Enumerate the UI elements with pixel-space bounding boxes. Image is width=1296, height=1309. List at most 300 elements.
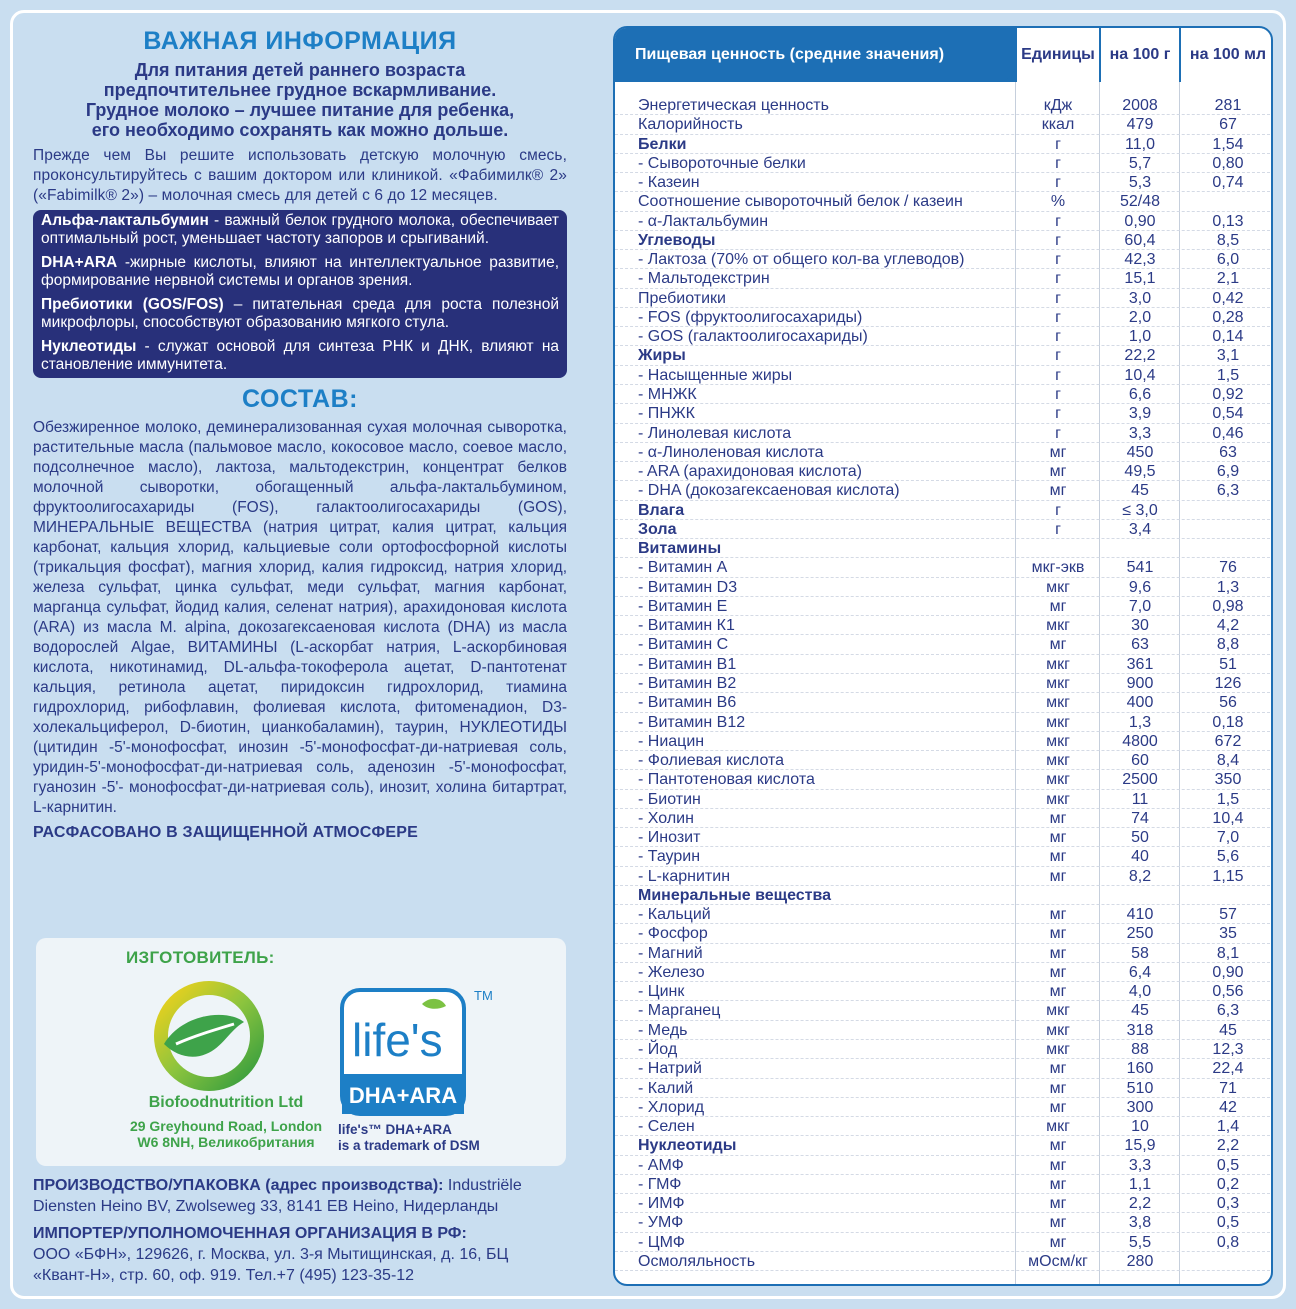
nutrient-unit: мкг — [1046, 655, 1070, 673]
nutrient-name: - L-карнитин — [638, 867, 731, 885]
nutrient-unit: мг — [1049, 1079, 1067, 1097]
nutrient-per-100g: 1,1 — [1128, 1175, 1152, 1193]
table-row — [615, 231, 1273, 250]
nutrient-unit: г — [1055, 212, 1061, 230]
nutrient-per-100g: 479 — [1126, 116, 1154, 134]
nutrient-per-100ml: 0,18 — [1212, 713, 1244, 731]
nutrient-unit: мкг — [1046, 713, 1070, 731]
nutrient-unit: г — [1055, 347, 1061, 365]
nutrient-per-100g: 11,0 — [1125, 135, 1155, 153]
table-row — [615, 635, 1273, 654]
nutrient-name: - ГМФ — [638, 1175, 682, 1193]
nutrient-per-100g: 450 — [1126, 443, 1154, 461]
nutrient-per-100g: 60 — [1131, 752, 1149, 770]
nutrient-unit: г — [1055, 154, 1061, 172]
nutrient-unit: мг — [1049, 944, 1067, 962]
nutrient-per-100g: 3,8 — [1128, 1214, 1152, 1232]
nutrient-name: - Калий — [638, 1079, 694, 1097]
nutrient-per-100ml: 42 — [1219, 1098, 1237, 1116]
nutrient-unit: мкг — [1046, 1021, 1070, 1039]
benefit-text: -жирные кислоты, влияют на интеллектуальное развитие, формирование нервной системы и органов зрения. — [41, 254, 559, 289]
importer-label: ИМПОРТЕР/УПОЛНОМОЧЕННАЯ ОРГАНИЗАЦИЯ В РФ: — [33, 1225, 467, 1242]
nutrient-per-100ml: 56 — [1219, 694, 1237, 712]
nutrient-per-100g: 9,6 — [1128, 578, 1152, 596]
nutrient-name: - Витамин К1 — [638, 617, 735, 635]
nutrient-unit: мг — [1049, 1137, 1067, 1155]
nutrient-per-100ml: 6,3 — [1216, 482, 1240, 500]
table-row — [615, 366, 1273, 385]
nutrient-name: - Биотин — [638, 790, 701, 808]
nutrient-name: Жиры — [638, 347, 686, 365]
nutrient-name: - α-Линоленовая кислота — [638, 443, 824, 461]
nutrient-per-100g: 30 — [1131, 617, 1149, 635]
nutrient-per-100g: 541 — [1126, 559, 1154, 577]
nutrient-name: - Фолиевая кислота — [638, 752, 785, 770]
nutrition-table — [613, 26, 1273, 1286]
nutrient-name: - МНЖК — [638, 385, 697, 403]
nutrient-unit: мг — [1049, 482, 1067, 500]
nutrient-per-100ml: 8,4 — [1216, 752, 1240, 770]
table-row — [615, 1213, 1273, 1232]
nutrient-per-100g: 900 — [1126, 674, 1154, 692]
nutrient-unit: мг — [1049, 1156, 1067, 1174]
composition-title: СОСТАВ: — [242, 385, 358, 413]
nutrient-per-100g: 361 — [1126, 655, 1154, 673]
nutrient-name: Минеральные вещества — [638, 886, 832, 904]
nutrient-unit: мг — [1049, 597, 1067, 615]
nutrient-name: Влага — [638, 501, 685, 519]
manufacturer-box — [36, 938, 566, 1166]
nutrient-per-100g: 58 — [1131, 944, 1149, 962]
lifes-dha-ara-logo-icon — [338, 986, 468, 1118]
nutrient-unit: мг — [1049, 809, 1067, 827]
table-row — [615, 1079, 1273, 1098]
nutrient-unit: мг — [1049, 867, 1067, 885]
nutrient-per-100ml: 3,1 — [1216, 347, 1240, 365]
nutrient-unit: мкг — [1046, 1002, 1070, 1020]
nutrient-unit: мг — [1049, 463, 1067, 481]
table-row — [615, 385, 1273, 404]
table-row — [615, 443, 1273, 462]
nutrient-per-100g: 3,0 — [1128, 289, 1152, 307]
nutrient-unit: мкг — [1046, 1041, 1070, 1059]
nutrient-per-100g: 10 — [1131, 1118, 1149, 1136]
nutrient-per-100ml: 51 — [1219, 655, 1237, 673]
table-row — [615, 289, 1273, 308]
table-row — [615, 963, 1273, 982]
table-row — [615, 1001, 1273, 1020]
nutrient-unit: г — [1055, 289, 1061, 307]
nutrient-unit: ккал — [1041, 116, 1075, 134]
nutrient-per-100g: 318 — [1126, 1021, 1154, 1039]
nutrient-per-100g: 5,7 — [1128, 154, 1152, 172]
table-body — [615, 96, 1273, 1271]
table-row — [615, 1098, 1273, 1117]
nutrient-unit: мг — [1049, 1175, 1067, 1193]
nutrient-name: - Витамин А — [638, 559, 728, 577]
nutrient-per-100g: 2500 — [1122, 771, 1158, 789]
nutrient-per-100g: 7,0 — [1128, 597, 1152, 615]
consult-paragraph: Прежде чем Вы решите использовать детскую молочную смесь, проконсультируйтесь с вашим доктором или клиникой. «Фабимилк® 2» («Fabimilk® 2») – молочная смесь для детей с 6 до 12 месяцев. — [33, 147, 567, 204]
nutrient-per-100g: 1,0 — [1128, 328, 1152, 346]
table-row — [615, 154, 1273, 173]
importer-text: ООО «БФН», 129626, г. Москва, ул. 3-я Мытищинская, д. 16, БЦ «Квант-Н», стр. 60, оф. 919. Тел.+7 (495) 123-35-12 — [33, 1246, 509, 1284]
table-row — [615, 732, 1273, 751]
nutrient-unit: г — [1055, 366, 1061, 384]
manufacturer-label: ИЗГОТОВИТЕЛЬ: — [126, 948, 275, 967]
nutrient-name: - Витамин С — [638, 636, 729, 654]
nutrient-per-100ml: 0,46 — [1212, 424, 1244, 442]
nutrient-per-100ml: 0,8 — [1216, 1233, 1240, 1251]
nutrient-name: Соотношение сывороточный белок / казеин — [638, 193, 963, 211]
header-unit: Единицы — [1017, 28, 1099, 82]
nutrient-per-100g: 250 — [1126, 925, 1154, 943]
nutrient-per-100g: 11 — [1131, 790, 1149, 808]
nutrient-unit: мг — [1049, 1098, 1067, 1116]
table-row — [615, 250, 1273, 269]
nutrient-name: Энергетическая ценность — [638, 97, 829, 114]
nutrient-per-100g: 0,90 — [1124, 212, 1156, 230]
nutrient-name: - АМФ — [638, 1156, 684, 1174]
composition-text: Обезжиренное молоко, деминерализованная сухая молочная сыворотка, растительные масла (пальмовое масло, кокосовое масло, соевое масло, подсолнечное масло), лактоза, мальтодекстрин, концентрат белков молочной сыворотки, обогащенный альфа-лактальбумином, фруктоолигосахариды (FOS), галактоолигосахариды (GOS), МИНЕРАЛЬНЫЕ ВЕЩЕСТВА (натрия цитрат, калия цитрат, кальция карбонат, кальция хлорид, кальциевые соли ортофосфорной кислоты (трикальция фосфат), магния хлорид, калия гидроксид, натрия хлорид, железа сульфат, цинка сульфат, меди сульфат, магния карбонат, марганца сульфат, йодид калия, селенат натрия), арахидоновая кислота (ARA) из масла M. alpina, докозагексаеновая кислота (DHA) из масла водорослей Algae, ВИТАМИНЫ (L-аскорбат натрия, L-аскорбиновая кислота, никотинамид, DL-альфа-токоферола ацетат, D-пантотенат кальция, ретинола ацетат, пиридоксин гидрохлорид, тиамина гидрохлорид, рибофлавин, фолиевая кислота, фитоменадион, D3-холекальциферол, D-биотин, цианкобаламин), таурин, НУКЛЕОТИДЫ (цитидин -5'-монофосфат, инозин -5'-монофосфат-ди-натриевая соль, уридин-5'-монофосфат-ди-натриевая соль, аденозин -5'-монофосфат, гуанозин -5'- монофосфат-ди-натриевая соль), инозит, холина битартрат, L-карнитин. — [33, 419, 567, 816]
nutrient-per-100ml: 0,13 — [1212, 212, 1244, 230]
table-row — [615, 905, 1273, 924]
nutrient-per-100g: 300 — [1126, 1098, 1154, 1116]
nutrient-unit: мг — [1049, 983, 1067, 1001]
production-info — [33, 1175, 567, 1286]
nutrient-per-100g: ≤ 3,0 — [1122, 501, 1158, 519]
nutrient-unit: г — [1055, 405, 1061, 423]
intro-line: его необходимо сохранять как можно дольше. — [91, 120, 509, 140]
table-row — [615, 501, 1273, 520]
table-row — [615, 1040, 1273, 1059]
table-row — [615, 944, 1273, 963]
nutrient-per-100g: 40 — [1131, 848, 1149, 866]
nutrient-per-100ml: 0,74 — [1212, 174, 1244, 192]
nutrient-name: - Селен — [638, 1118, 695, 1136]
table-row — [615, 1252, 1273, 1271]
table-row — [615, 192, 1273, 211]
nutrient-name: - Витамин В12 — [638, 713, 746, 731]
nutrient-per-100ml: 6,3 — [1216, 1002, 1240, 1020]
nutrient-name: - Витамин В1 — [638, 655, 737, 673]
nutrient-name: Пребиотики — [638, 289, 726, 307]
nutrient-per-100ml: 0,98 — [1212, 597, 1244, 615]
table-row — [615, 539, 1273, 558]
nutrient-name: Зола — [638, 520, 677, 538]
nutrient-unit: мкг — [1046, 694, 1070, 712]
nutrient-per-100ml: 35 — [1219, 925, 1237, 943]
nutrient-name: - Марганец — [638, 1002, 721, 1020]
nutrient-per-100ml: 126 — [1214, 674, 1242, 692]
nutrient-unit: г — [1055, 424, 1061, 442]
benefit-item — [41, 338, 559, 374]
nutrient-unit: г — [1055, 270, 1061, 288]
nutrient-per-100ml: 4,2 — [1216, 617, 1240, 635]
nutrient-per-100g: 2,2 — [1128, 1195, 1152, 1213]
table-row — [615, 674, 1273, 693]
nutrient-name: Калорийность — [638, 116, 743, 134]
nutrient-name: - GOS (галактоолигосахариды) — [638, 328, 868, 346]
benefit-item — [41, 212, 559, 248]
nutrient-per-100ml: 76 — [1219, 559, 1237, 577]
nutrient-per-100ml: 0,2 — [1216, 1175, 1240, 1193]
nutrient-per-100ml: 1,3 — [1216, 578, 1240, 596]
nutrient-per-100g: 63 — [1131, 636, 1149, 654]
nutrient-name: - Сывороточные белки — [638, 154, 806, 172]
intro-text — [33, 60, 567, 140]
nutrient-per-100ml: 57 — [1219, 906, 1237, 924]
table-row — [615, 135, 1273, 154]
nutrient-name: - Натрий — [638, 1060, 702, 1078]
nutrient-name: - α-Лактальбумин — [638, 212, 769, 230]
nutrient-per-100ml: 8,1 — [1216, 944, 1240, 962]
benefit-text: - служат основой для синтеза РНК и ДНК, влияют на становление иммунитета. — [41, 338, 559, 373]
nutrient-name: - Железо — [638, 963, 705, 981]
table-row — [615, 790, 1273, 809]
nutrient-per-100ml: 0,54 — [1212, 405, 1244, 423]
nutrient-unit: г — [1055, 231, 1061, 249]
nutrient-per-100g: 49,5 — [1124, 463, 1156, 481]
nutrient-per-100g: 4,0 — [1128, 983, 1152, 1001]
lifes-trademark: TM — [474, 988, 493, 1003]
nutrient-unit: мкг — [1046, 617, 1070, 635]
table-row — [615, 308, 1273, 327]
address-line: W6 8NH, Великобритания — [137, 1134, 315, 1150]
nutrient-per-100g: 50 — [1131, 829, 1149, 847]
nutrient-name: - Витамин Е — [638, 597, 728, 615]
nutrient-unit: г — [1055, 501, 1061, 519]
benefit-term: Пребиотики (GOS/FOS) — [41, 296, 224, 313]
header-per-100ml: на 100 мл — [1181, 28, 1273, 82]
nutrient-per-100ml: 672 — [1214, 732, 1242, 750]
nutrient-per-100ml: 10,4 — [1212, 809, 1244, 827]
lifes-note-line: is a trademark of DSM — [338, 1138, 480, 1153]
table-row — [615, 1233, 1273, 1252]
benefit-term: DHA+ARA — [41, 254, 118, 271]
nutrient-name: - Кальций — [638, 906, 711, 924]
nutrient-per-100g: 3,3 — [1128, 1156, 1152, 1174]
nutrient-per-100g: 3,4 — [1128, 520, 1152, 538]
nutrient-name: - Ниацин — [638, 732, 705, 750]
nutrient-per-100ml: 6,9 — [1216, 463, 1240, 481]
nutrient-per-100ml: 0,42 — [1212, 289, 1244, 307]
nutrient-unit: мг — [1049, 443, 1067, 461]
table-row — [615, 693, 1273, 712]
nutrient-name: - Фосфор — [638, 925, 708, 943]
table-row — [615, 404, 1273, 423]
production-text: Industriële Diensten Heino BV, Zwolseweg 33, 8141 EB Heino, Нидерланды — [33, 1177, 522, 1215]
benefit-item — [41, 296, 559, 332]
nutrient-per-100g: 88 — [1131, 1041, 1149, 1059]
nutrient-name: - Медь — [638, 1021, 688, 1039]
nutrient-per-100g: 280 — [1126, 1252, 1154, 1270]
nutrient-per-100ml: 0,56 — [1212, 983, 1244, 1001]
table-row — [615, 115, 1273, 134]
nutrient-per-100g: 60,4 — [1124, 231, 1156, 249]
nutrient-per-100ml: 7,0 — [1216, 829, 1240, 847]
benefit-term: Нуклеотиды — [41, 338, 137, 355]
nutrient-per-100ml: 67 — [1219, 116, 1237, 134]
nutrient-unit: мг — [1049, 829, 1067, 847]
nutrient-name: - Хлорид — [638, 1098, 705, 1116]
nutrient-name: - Магний — [638, 944, 703, 962]
nutrient-per-100ml: 45 — [1219, 1021, 1237, 1039]
nutrient-per-100ml: 8,8 — [1216, 636, 1240, 654]
table-row — [615, 424, 1273, 443]
nutrient-per-100ml: 0,5 — [1216, 1214, 1240, 1232]
nutrient-unit: г — [1055, 520, 1061, 538]
nutrient-per-100ml: 63 — [1219, 443, 1237, 461]
nutrient-unit: мкг — [1046, 752, 1070, 770]
nutrient-per-100ml: 350 — [1214, 771, 1242, 789]
table-row — [615, 481, 1273, 500]
manufacturer-address — [96, 1118, 356, 1150]
nutrient-name: Белки — [638, 135, 687, 153]
table-row — [615, 713, 1273, 732]
nutrient-per-100ml: 6,0 — [1216, 251, 1240, 269]
nutrient-per-100ml: 1,15 — [1212, 867, 1244, 885]
nutrient-per-100g: 8,2 — [1128, 867, 1152, 885]
nutrient-per-100ml: 0,3 — [1216, 1195, 1240, 1213]
nutrient-unit: мкг — [1046, 790, 1070, 808]
nutrient-per-100ml: 0,14 — [1212, 328, 1244, 346]
nutrient-name: - ПНЖК — [638, 405, 695, 423]
table-row — [615, 655, 1273, 674]
nutrient-name: - FOS (фруктоолигосахариды) — [638, 308, 863, 326]
table-row — [615, 346, 1273, 365]
nutrient-unit: мкг — [1046, 732, 1070, 750]
nutrient-unit: кДж — [1043, 97, 1073, 114]
nutrient-per-100ml: 12,3 — [1212, 1041, 1244, 1059]
table-row — [615, 1156, 1273, 1175]
nutrient-unit: мг — [1049, 925, 1067, 943]
nutrient-per-100ml: 8,5 — [1216, 231, 1240, 249]
nutrient-per-100ml: 0,80 — [1212, 154, 1244, 172]
benefit-item — [41, 254, 559, 290]
nutrient-per-100g: 45 — [1131, 1002, 1149, 1020]
nutrient-per-100ml: 71 — [1219, 1079, 1237, 1097]
table-row — [615, 886, 1273, 905]
nutrient-per-100g: 5,3 — [1128, 174, 1152, 192]
nutrient-unit: мг — [1049, 1195, 1067, 1213]
nutrient-per-100ml: 1,5 — [1216, 366, 1240, 384]
nutrient-per-100g: 410 — [1126, 906, 1154, 924]
nutrient-name: - Лактоза (70% от общего кол-ва углеводов) — [638, 251, 965, 269]
nutrient-unit: мг — [1049, 1214, 1067, 1232]
nutrient-unit: мг — [1049, 636, 1067, 654]
nutrient-per-100ml: 1,4 — [1216, 1118, 1240, 1136]
nutrient-name: - Витамин В6 — [638, 694, 737, 712]
nutrient-per-100g: 6,4 — [1128, 963, 1152, 981]
nutrient-per-100g: 160 — [1126, 1060, 1154, 1078]
nutrient-unit: мкг — [1046, 674, 1070, 692]
table-row — [615, 1117, 1273, 1136]
nutrient-name: - Казеин — [638, 174, 700, 192]
nutrient-per-100ml: 1,54 — [1212, 135, 1244, 153]
nutrient-unit: мг — [1049, 848, 1067, 866]
nutrient-name: - Йод — [638, 1041, 678, 1059]
nutrient-unit: мкг-экв — [1031, 559, 1085, 577]
table-row — [615, 616, 1273, 635]
benefit-text: – питательная среда для роста полезной микрофлоры, способствуют образованию мягкого стула. — [41, 296, 559, 331]
table-row — [615, 809, 1273, 828]
nutrient-per-100ml: 2,2 — [1216, 1137, 1240, 1155]
table-row — [615, 867, 1273, 886]
nutrient-per-100g: 5,5 — [1128, 1233, 1152, 1251]
table-row — [615, 173, 1273, 192]
table-row — [615, 597, 1273, 616]
nutrient-per-100g: 15,9 — [1124, 1137, 1156, 1155]
nutrient-per-100g: 2008 — [1122, 97, 1158, 114]
table-row — [615, 558, 1273, 577]
table-row — [615, 751, 1273, 770]
intro-line: Для питания детей раннего возраста — [134, 60, 466, 80]
table-row — [615, 770, 1273, 789]
table-row — [615, 1194, 1273, 1213]
nutrient-name: Витамины — [638, 540, 722, 558]
table-row — [615, 1021, 1273, 1040]
nutrient-name: - Витамин D3 — [638, 578, 738, 596]
nutrient-name: - Мальтодекстрин — [638, 270, 770, 288]
nutrient-per-100ml: 1,5 — [1216, 790, 1240, 808]
nutrient-name: Углеводы — [638, 231, 716, 249]
lifes-wordmark: life's — [352, 1014, 443, 1066]
nutrient-per-100g: 52/48 — [1119, 193, 1161, 211]
benefits-box — [33, 210, 567, 378]
header-name: Пищевая ценность (средние значения) — [635, 46, 945, 63]
nutrient-unit: г — [1055, 328, 1061, 346]
lifes-note — [338, 1122, 480, 1154]
nutrient-unit: мкг — [1046, 1118, 1070, 1136]
production-address — [33, 1175, 567, 1217]
importer-info — [33, 1223, 567, 1244]
lifes-band-text: DHA+ARA — [348, 1083, 458, 1108]
nutrient-name: - DHA (докозагексаеновая кислота) — [638, 482, 900, 500]
benefit-term: Альфа-лактальбумин — [41, 212, 209, 229]
nutrient-name: - ARA (арахидоновая кислота) — [638, 463, 862, 481]
nutrient-unit: г — [1055, 308, 1061, 326]
intro-line: Грудное молоко – лучшее питание для ребенка, — [85, 100, 515, 120]
manufacturer-name: Biofoodnutrition Ltd — [148, 1094, 304, 1111]
nutrient-per-100g: 22,2 — [1124, 347, 1156, 365]
nutrient-unit: мОсм/кг — [1028, 1252, 1088, 1270]
table-row — [615, 520, 1273, 539]
table-row — [615, 212, 1273, 231]
nutrient-name: - УМФ — [638, 1214, 684, 1232]
nutrient-per-100g: 510 — [1126, 1079, 1154, 1097]
nutrient-name: - Цинк — [638, 983, 685, 1001]
nutrient-unit: г — [1055, 385, 1061, 403]
table-row — [615, 847, 1273, 866]
nutrient-per-100g: 3,9 — [1128, 405, 1152, 423]
nutrient-per-100ml: 0,28 — [1212, 308, 1244, 326]
nutrient-name: - Холин — [638, 809, 694, 827]
nutrient-name: - Инозит — [638, 829, 701, 847]
important-title: ВАЖНАЯ ИНФОРМАЦИЯ — [143, 27, 457, 55]
table-row — [615, 578, 1273, 597]
table-row — [615, 828, 1273, 847]
nutrient-unit: г — [1055, 174, 1061, 192]
nutrient-name: - Витамин В2 — [638, 674, 737, 692]
nutrient-unit: % — [1050, 193, 1066, 211]
table-header — [615, 28, 1273, 82]
nutrient-name: Нуклеотиды — [638, 1137, 737, 1155]
left-column — [33, 24, 567, 842]
nutrient-name: - Линолевая кислота — [638, 424, 792, 442]
nutrient-unit: г — [1055, 251, 1061, 269]
benefit-text: - важный белок грудного молока, обеспечивает оптимальный рост, уменьшает частоту запоров и срыгиваний. — [41, 212, 559, 247]
